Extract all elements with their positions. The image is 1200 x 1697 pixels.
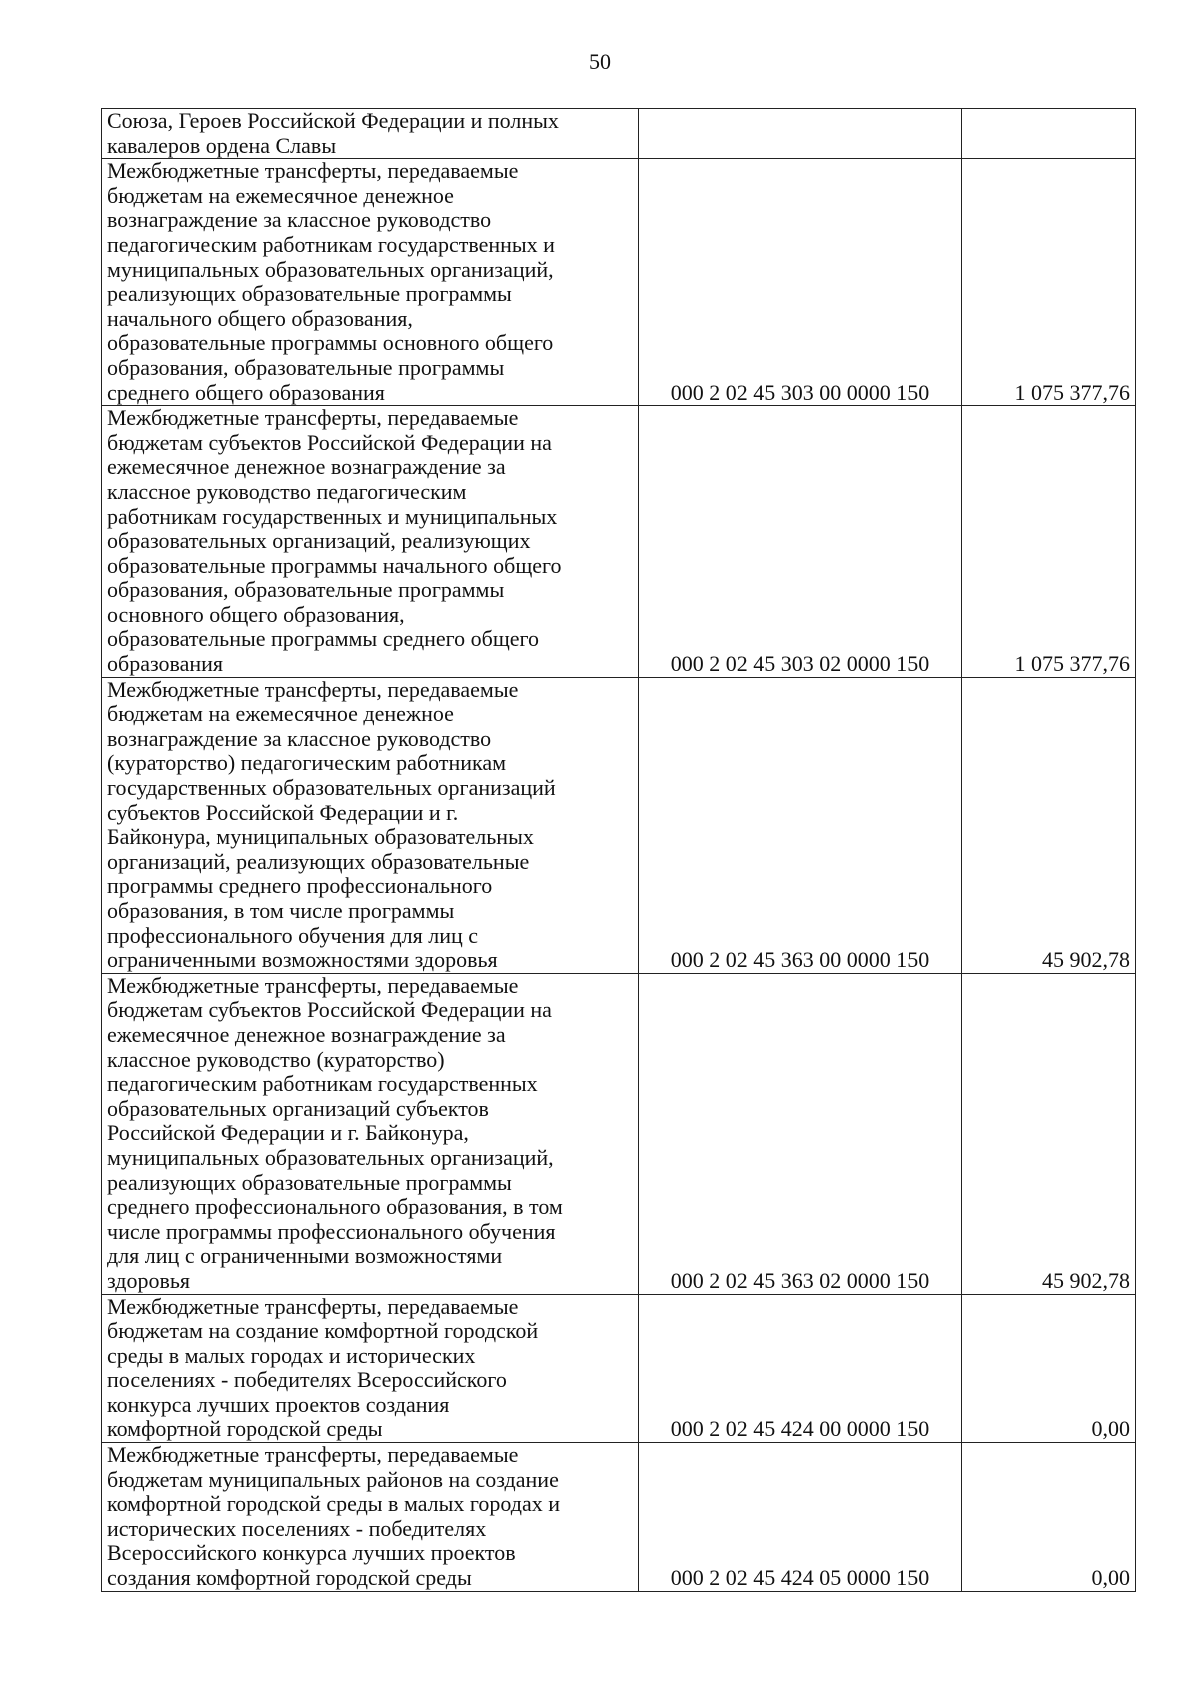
description-line: Российской Федерации и г. Байконура,: [107, 1120, 469, 1146]
description-line: ограниченными возможностями здоровья: [107, 947, 498, 973]
description-line: Межбюджетные трансферты, передаваемые: [107, 1293, 519, 1319]
row-amount: 1 075 377,76: [962, 406, 1136, 678]
description-line: программы среднего профессионального: [107, 873, 493, 899]
description-line: вознаграждение за классное руководство: [107, 207, 492, 233]
description-line: числе программы профессионального обучения: [107, 1218, 556, 1244]
description-line: образования, в том числе программы: [107, 898, 455, 923]
table-body: [102, 109, 1136, 1592]
description-line: бюджетам на ежемесячное денежное: [107, 701, 454, 727]
description-line: педагогическим работникам государственных и: [107, 231, 555, 257]
row-budget-code: 000 2 02 45 363 02 0000 150: [639, 973, 962, 1294]
description-line: для лиц с ограниченными возможностями: [107, 1243, 503, 1269]
description-line: образования: [107, 651, 224, 677]
description-line: Межбюджетные трансферты, передаваемые: [107, 158, 519, 184]
description-line: Межбюджетные трансферты, передаваемые: [107, 676, 519, 702]
row-amount: [962, 109, 1136, 159]
description-line: (кураторство) педагогическим работникам: [107, 750, 507, 776]
description-line: организаций, реализующих образовательные: [107, 848, 530, 874]
row-description: [102, 677, 639, 973]
row-description: [102, 406, 639, 678]
description-line: создания комфортной городской среды: [107, 1565, 472, 1591]
description-line: бюджетам на ежемесячное денежное: [107, 182, 454, 208]
description-line: Союза, Героев Российской Федерации и полных: [107, 108, 559, 133]
description-line: реализующих образовательные программы: [107, 1169, 512, 1195]
description-line: вознаграждение за классное руководство: [107, 725, 492, 751]
row-amount: 45 902,78: [962, 973, 1136, 1294]
description-line: начального общего образования,: [107, 305, 413, 331]
description-line: комфортной городской среды в малых городах и: [107, 1491, 561, 1517]
row-description: [102, 159, 639, 406]
description-line: образовательных организаций, реализующих: [107, 528, 531, 554]
row-description: [102, 109, 639, 159]
description-line: конкурса лучших проектов создания: [107, 1391, 450, 1417]
table-row: [102, 406, 1136, 678]
table-row: [102, 1443, 1136, 1592]
table-row: [102, 973, 1136, 1294]
row-budget-code: 000 2 02 45 363 00 0000 150: [639, 677, 962, 973]
description-line: работникам государственных и муниципальных: [107, 503, 558, 529]
description-line: бюджетам муниципальных районов на создание: [107, 1466, 559, 1492]
row-budget-code: 000 2 02 45 424 05 0000 150: [639, 1443, 962, 1592]
table-row: [102, 677, 1136, 973]
row-budget-code: [639, 109, 962, 159]
description-line: ежемесячное денежное вознаграждение за: [107, 1021, 506, 1047]
description-line: среднего профессионального образования, в том: [107, 1194, 563, 1220]
description-line: бюджетам субъектов Российской Федерации на: [107, 997, 552, 1023]
description-line: профессионального обучения для лиц с: [107, 922, 479, 948]
row-budget-code: 000 2 02 45 303 02 0000 150: [639, 406, 962, 678]
row-amount: 0,00: [962, 1294, 1136, 1443]
description-line: Межбюджетные трансферты, передаваемые: [107, 972, 519, 998]
description-line: среднего общего образования: [107, 379, 385, 405]
description-line: Всероссийского конкурса лучших проектов: [107, 1540, 516, 1566]
description-line: образовательных организаций субъектов: [107, 1095, 489, 1121]
table-row: [102, 1294, 1136, 1443]
row-amount: 45 902,78: [962, 677, 1136, 973]
description-line: государственных образовательных организаций: [107, 775, 556, 801]
description-line: образовательные программы начального общего: [107, 552, 562, 578]
description-line: муниципальных образовательных организаций,: [107, 256, 554, 282]
row-description: [102, 1294, 639, 1443]
description-line: образования, образовательные программы: [107, 577, 505, 603]
description-line: бюджетам субъектов Российской Федерации на: [107, 429, 552, 455]
row-description: [102, 973, 639, 1294]
description-line: исторических поселениях - победителях: [107, 1515, 487, 1541]
description-line: основного общего образования,: [107, 601, 405, 627]
description-line: субъектов Российской Федерации и г.: [107, 799, 459, 825]
description-line: Байконура, муниципальных образовательных: [107, 824, 534, 850]
description-line: образовательные программы среднего общего: [107, 626, 540, 652]
description-line: Межбюджетные трансферты, передаваемые: [107, 405, 519, 431]
description-line: муниципальных образовательных организаций,: [107, 1144, 554, 1170]
description-line: образования, образовательные программы: [107, 354, 505, 380]
row-amount: 1 075 377,76: [962, 159, 1136, 406]
description-line: классное руководство педагогическим: [107, 478, 467, 504]
page-number: 50: [589, 49, 611, 74]
description-line: ежемесячное денежное вознаграждение за: [107, 454, 506, 480]
description-line: комфортной городской среды: [107, 1416, 383, 1442]
description-line: Межбюджетные трансферты, передаваемые: [107, 1442, 519, 1468]
row-budget-code: 000 2 02 45 303 00 0000 150: [639, 159, 962, 406]
description-line: образовательные программы основного общего: [107, 330, 554, 356]
description-line: реализующих образовательные программы: [107, 281, 512, 307]
row-amount: 0,00: [962, 1443, 1136, 1592]
table-row: [102, 109, 1136, 159]
budget-table: [101, 108, 1136, 1592]
description-line: бюджетам на создание комфортной городской: [107, 1318, 539, 1344]
description-line: кавалеров ордена Славы: [107, 132, 337, 158]
description-line: здоровья: [107, 1267, 191, 1293]
description-line: поселениях - победителях Всероссийского: [107, 1367, 507, 1393]
table-row: [102, 159, 1136, 406]
row-budget-code: 000 2 02 45 424 00 0000 150: [639, 1294, 962, 1443]
row-description: [102, 1443, 639, 1592]
description-line: классное руководство (кураторство): [107, 1046, 445, 1072]
description-line: среды в малых городах и исторических: [107, 1342, 476, 1368]
description-line: педагогическим работникам государственных: [107, 1071, 538, 1097]
